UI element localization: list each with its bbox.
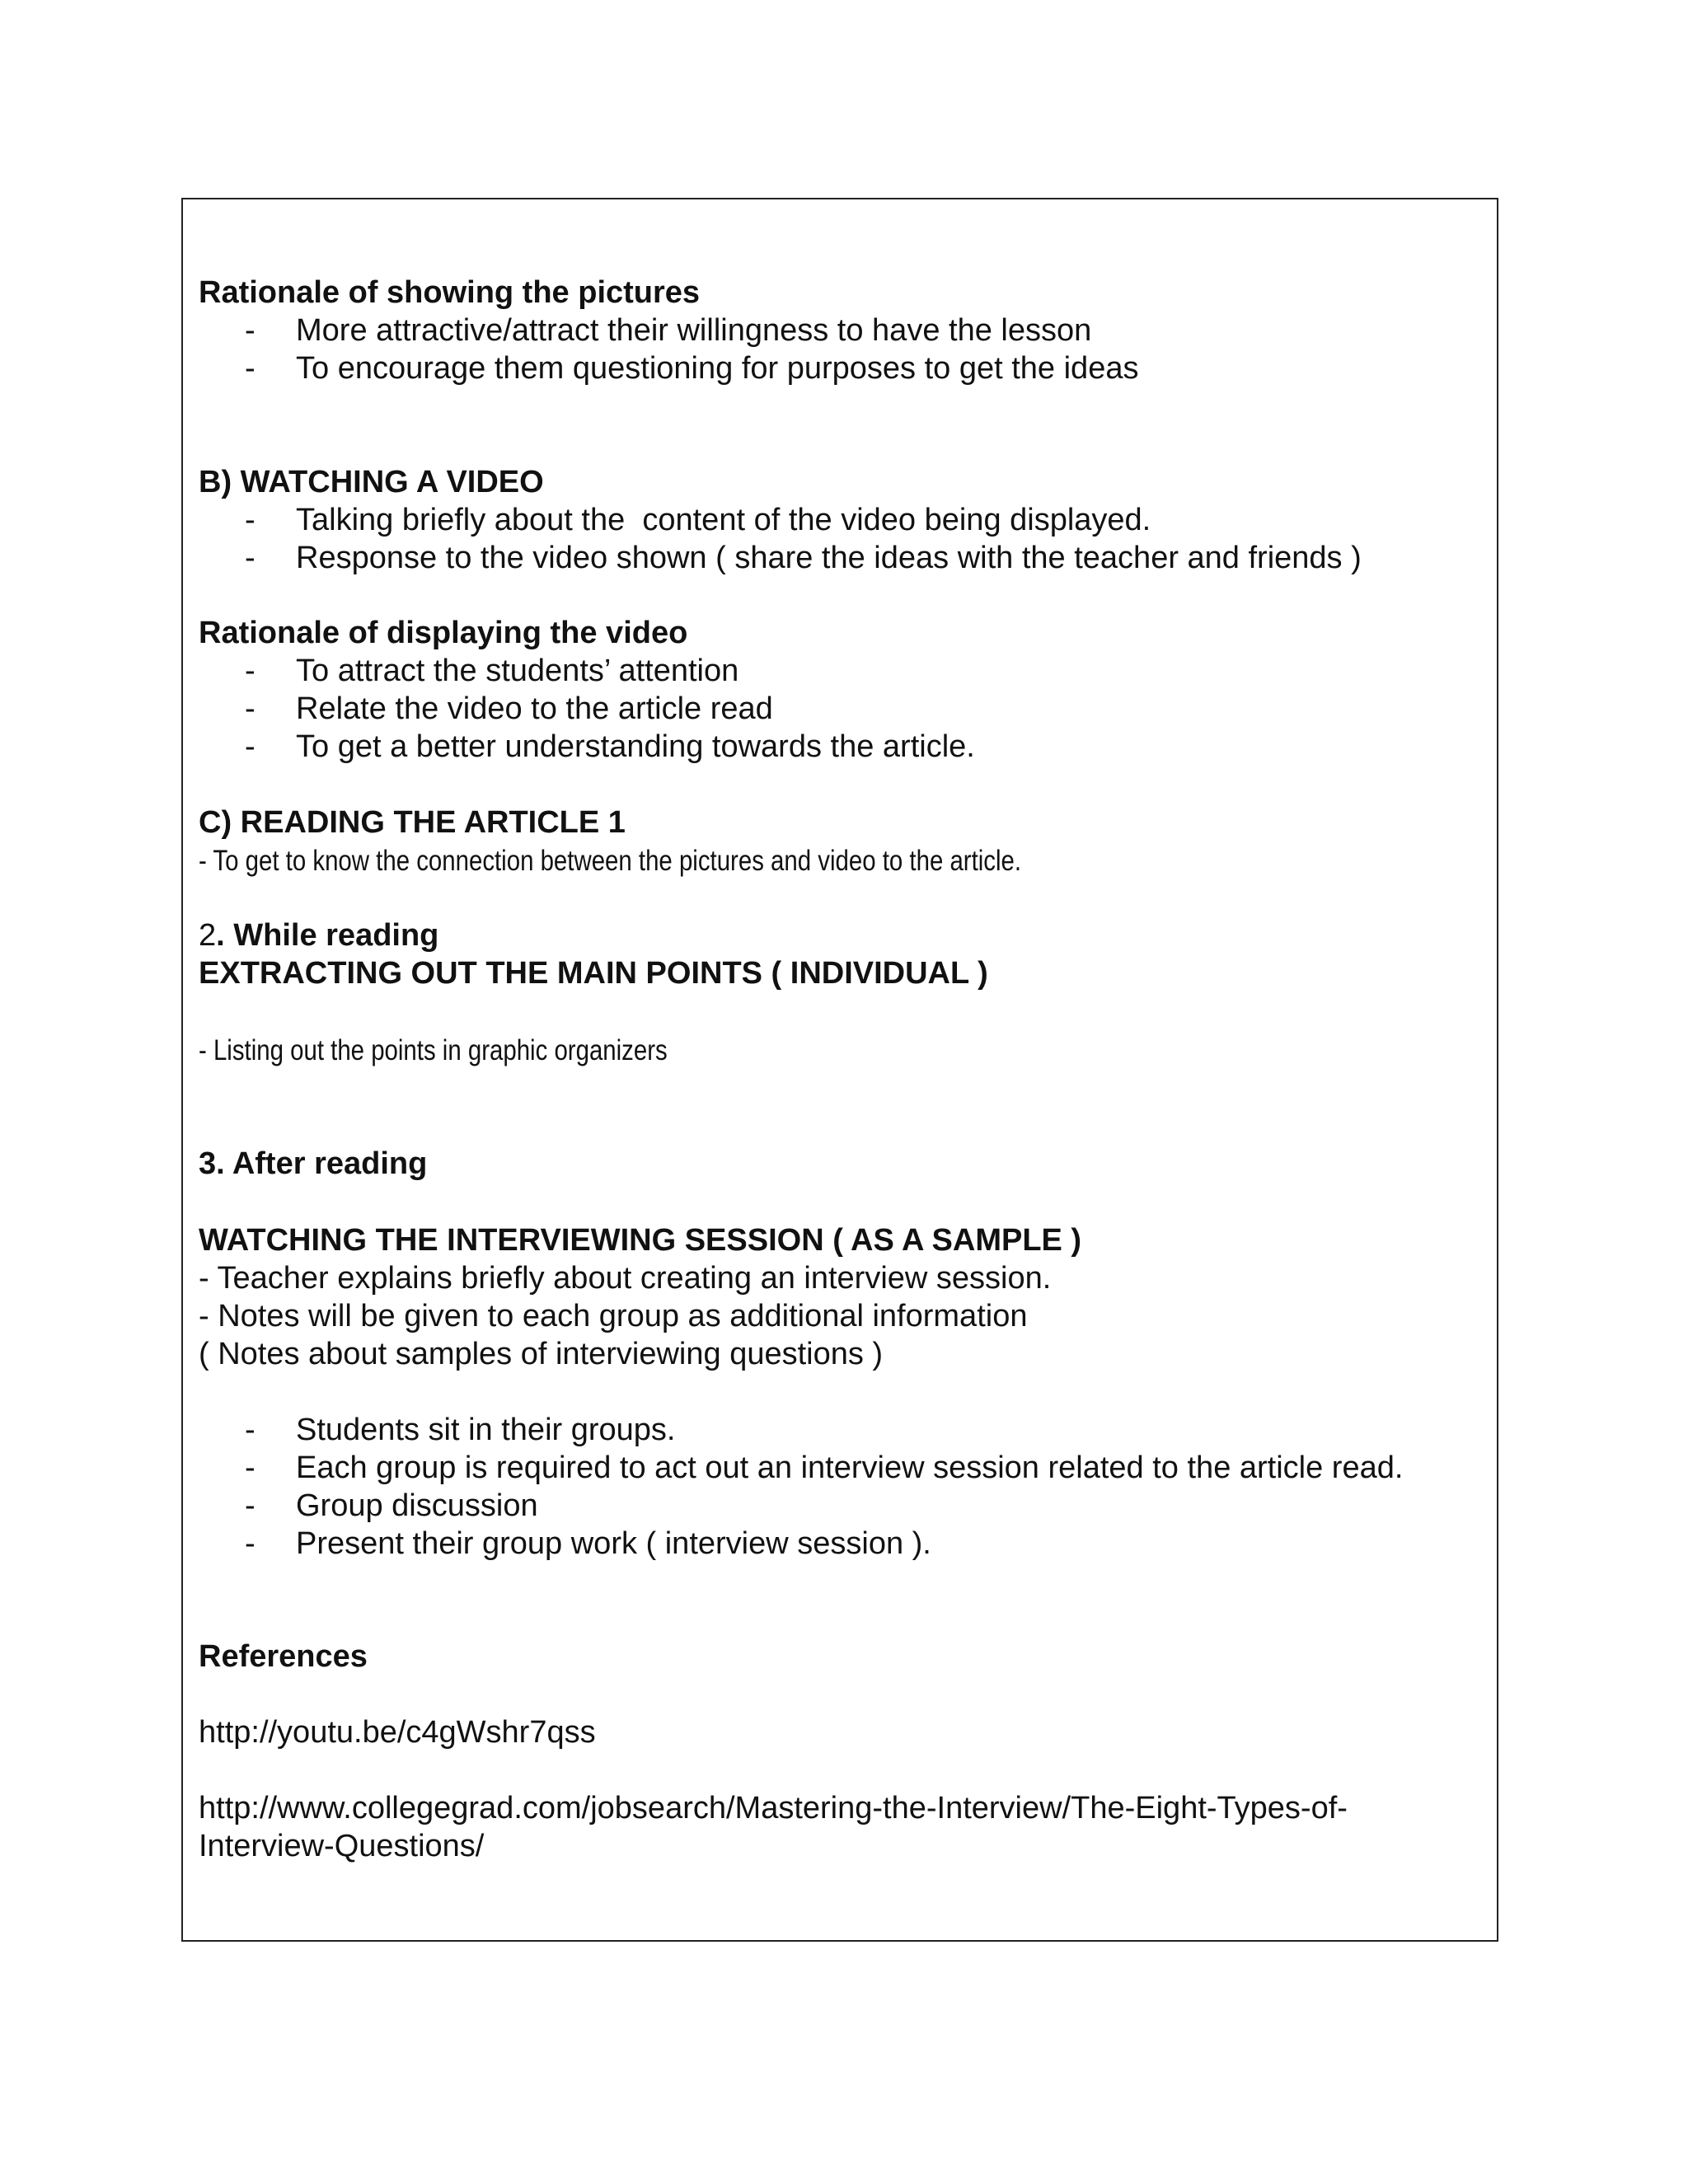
list-item (245, 539, 1362, 577)
while-reading-note: - Listing out the points in graphic organizers (199, 1034, 668, 1066)
while-reading-heading (199, 916, 438, 954)
list-item-text: To attract the students’ attention (296, 654, 739, 688)
section-c-heading: C) READING THE ARTICLE 1 (199, 805, 626, 840)
list-item (245, 1449, 1403, 1487)
rationale-pictures-heading: Rationale of showing the pictures (199, 275, 701, 310)
list-item (245, 1411, 675, 1449)
list-item-text: Group discussion (296, 1488, 538, 1523)
list-item (245, 501, 1151, 539)
after-reading-heading: 3. After reading (199, 1146, 428, 1181)
list-item (245, 1525, 931, 1563)
bullet-dash: - (245, 351, 256, 386)
while-reading-subheading: EXTRACTING OUT THE MAIN POINTS ( INDIVIDUAL ) (199, 956, 988, 991)
after-reading-line: ( Notes about samples of interviewing questions ) (199, 1337, 884, 1371)
bullet-dash: - (245, 1451, 256, 1485)
bullet-dash: - (245, 1413, 256, 1447)
list-item-text: Talking briefly about the content of the video being displayed. (296, 503, 1151, 537)
section-title: . While reading (216, 918, 439, 953)
bullet-dash: - (245, 729, 256, 764)
list-item-text: More attractive/attract their willingness to have the lesson (296, 313, 1092, 348)
bullet-dash: - (245, 1488, 256, 1523)
list-item (245, 652, 738, 690)
list-item-text: Students sit in their groups. (296, 1413, 676, 1447)
list-item (245, 728, 975, 766)
list-item-text: Each group is required to act out an interview session related to the article read. (296, 1451, 1404, 1485)
rationale-video-heading: Rationale of displaying the video (199, 616, 688, 650)
after-reading-subheading: WATCHING THE INTERVIEWING SESSION ( AS A SAMPLE ) (199, 1223, 1082, 1258)
reference-link[interactable]: http://youtu.be/c4gWshr7qss (199, 1715, 596, 1750)
list-item-text: Response to the video shown ( share the ideas with the teacher and friends ) (296, 541, 1362, 575)
bullet-dash: - (245, 503, 256, 537)
list-item-text: To get a better understanding towards the article. (296, 729, 975, 764)
bullet-dash: - (245, 313, 256, 348)
bullet-dash: - (245, 541, 256, 575)
after-reading-line: - Notes will be given to each group as additional information (199, 1299, 1028, 1333)
list-item (245, 690, 773, 728)
bullet-dash: - (245, 691, 256, 726)
section-number: 2 (199, 918, 217, 953)
bullet-dash: - (245, 1526, 256, 1561)
after-reading-line: - Teacher explains briefly about creating an interview session. (199, 1261, 1052, 1296)
list-item (245, 1487, 538, 1525)
list-item-text: Present their group work ( interview session ). (296, 1526, 931, 1561)
section-b-heading: B) WATCHING A VIDEO (199, 465, 544, 499)
section-c-note: - To get to know the connection between the pictures and video to the article. (199, 845, 1022, 877)
list-item (245, 349, 1138, 387)
reference-link[interactable]: http://www.collegegrad.com/jobsearch/Mastering-the-Interview/The-Eight-Types-of- (199, 1791, 1348, 1825)
bullet-dash: - (245, 654, 256, 688)
list-item (245, 312, 1091, 349)
content-box (181, 198, 1498, 1942)
list-item-text: To encourage them questioning for purposes to get the ideas (296, 351, 1139, 386)
references-heading: References (199, 1639, 368, 1674)
reference-link-continued[interactable]: Interview-Questions/ (199, 1829, 485, 1863)
list-item-text: Relate the video to the article read (296, 691, 773, 726)
